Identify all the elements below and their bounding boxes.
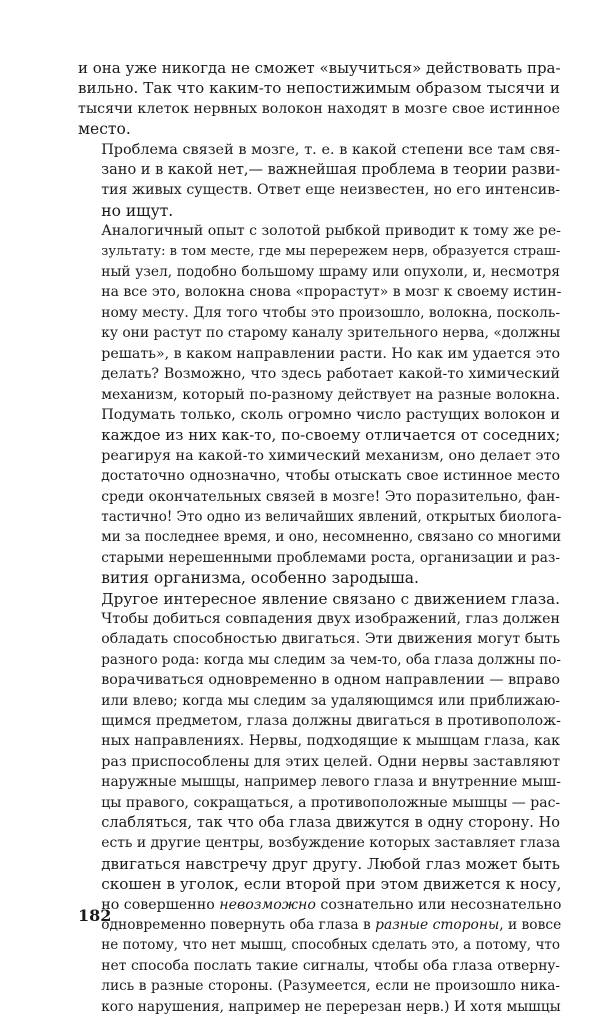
text-line: каждое из них как-то, по-своему отличается от соседних; [101,426,561,445]
paragraph [78,58,560,140]
paragraph [78,140,560,222]
text-line: ку они растут по старому каналу зрительного нерва, «должны [101,325,561,342]
text-line: реагируя на какой-то химический механизм, оно делает это [101,447,561,464]
text-line: достаточно однозначно, чтобы отыскать свое истинное место [101,468,560,485]
text-line: щимся предметом, глаза должны двигаться в противополож- [101,713,561,729]
text-line: но совершенно невозможно сознательно или несознательно [101,896,562,913]
text-line: обладать способностью двигаться. Эти движения могут быть [101,631,560,648]
text-line: скошен в уголок, если второй при этом движется к носу, [101,875,562,894]
text-line: старыми нерешенными проблемами роста, организации и раз- [101,549,560,566]
text-line: не потому, что нет мышц, способных сделать это, а потому, что [101,937,560,954]
text-line: ных направлениях. Нервы, подходящие к мышцам глаза, как [101,733,560,750]
text-line: ворачиваться одновременно в одном направлении — вправо [101,672,560,689]
text-line: тастично! Это одно из величайших явлений, открытых биолога- [101,508,562,525]
text-line: кого нарушения, например не перерезан нерв.) И хотя мышцы [101,998,561,1015]
text-line: есть и другие центры, возбуждение которых заставляет глаза [101,835,561,852]
text-line: наружные мышцы, например левого глаза и внутренние мыш- [101,774,561,791]
text-line: среди окончательных связей в мозге! Это поразительно, фан- [101,488,560,505]
text-line: одновременно повернуть оба глаза в разные стороны, и вовсе [101,917,562,934]
text-line: и она уже никогда не сможет «выучиться» действовать пра- [78,59,561,77]
page-number: 182 [78,906,112,925]
text-line: вильно. Так что каким-то непостижимым образом тысячи и [78,79,560,98]
text-line: Чтобы добиться совпадения двух изображений, глаз должен [101,610,560,627]
text-line: раз приспособлены для этих целей. Одни нервы заставляют [101,753,560,770]
italic-text: разные стороны [375,917,500,934]
text-line: делать? Возможно, что здесь работает какой-то химический [101,366,560,383]
text-line: или влево; когда мы следим за удаляющимся или приближаю- [101,692,560,709]
italic-text: невозможно [219,896,316,913]
text-line: механизм, который по-разному действует на разные волокна. [101,386,560,403]
text-line: вития организма, особенно зародыша. [101,569,419,588]
text-line: лись в разные стороны. (Разумеется, если не произошло ника- [101,978,560,995]
text-line: ный узел, подобно большому шраму или опухоли, и, несмотря [101,264,560,281]
text-line: Аналогичный опыт с золотой рыбкой приводит к тому же ре- [101,223,561,240]
text-line: но ищут. [101,201,174,220]
text-line: решать», в каком направлении расти. Но как им удается это [101,345,561,362]
text-line: место. [78,120,131,139]
text-line: Проблема связей в мозге, т. е. в какой степени все там свя- [101,141,560,158]
page-body [78,58,560,1017]
text-line: ми за последнее время, и оно, несомненно, связано со многими [101,529,562,546]
text-line: зультату: в том месте, где мы перережем нерв, образуется страш- [101,243,561,259]
text-line: зано и в какой нет,— важнейшая проблема в теории разви- [101,162,561,179]
text-line: цы правого, сокращаться, а противоположные мышцы — рас- [101,794,561,811]
paragraph [78,589,560,1017]
text-line: ному месту. Для того чтобы это произошло, волокна, посколь- [101,304,560,321]
text-line: тысячи клеток нервных волокон находят в мозге свое истинное [78,100,560,117]
text-line: разного рода: когда мы следим за чем-то, оба глаза должны по- [101,651,561,668]
text-line: двигаться навстречу друг другу. Любой глаз может быть [101,854,560,873]
text-line: нет способа послать такие сигналы, чтобы оба глаза отвернy- [101,957,560,974]
text-line: Другое интересное явление связано с движением глаза. [101,589,560,608]
paragraph [78,221,560,588]
text-line: тия живых существ. Ответ еще неизвестен, но его интенсив- [101,182,560,199]
text-line: на все это, волокна снова «прорастут» в мозг к своему истин- [101,284,562,301]
text-line: слабляться, так что оба глаза движутся в одну сторону. Но [101,815,560,832]
text-line: Подумать только, сколь огромно число растущих волокон и [101,406,560,423]
